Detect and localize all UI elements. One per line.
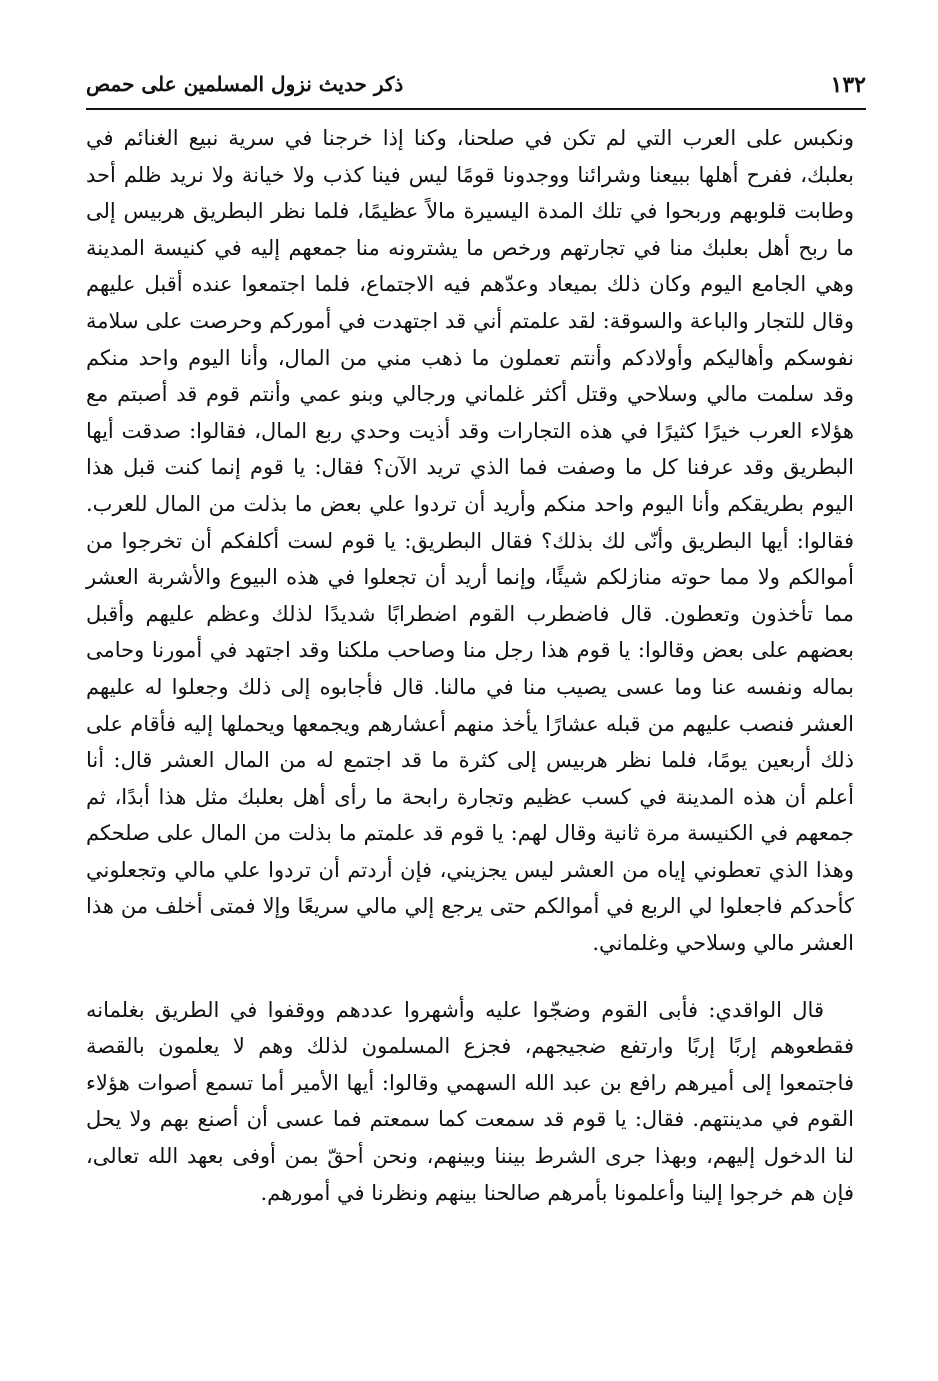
running-title: ذكر حديث نزول المسلمين على حمص [86, 72, 404, 96]
paragraph: ونكبس على العرب التي لم تكن في صلحنا، وكنا إذا خرجنا في سرية نبيع الغنائم في بعلبك، ففرح أهلها ببيعنا وشرائنا ووجدونا قومًا ليس فينا كذب ولا خيانة ولا نريد ظلم أحد وطابت قلوبهم وربحوا في تلك المدة اليسيرة مالاً عظيمًا، فلما نظر البطريق هربيس إلى ما ربح أهل بعلبك منا في تجارتهم ورخص ما يشترونه منا جمعهم إليه في كنيسة المدينة وهي الجامع اليوم وكان ذلك بميعاد وعدّهم فيه الاجتماع، فلما اجتمعوا عنده أقبل عليهم وقال للتجار والباعة والسوقة: لقد علمتم أني قد اجتهدت في أموركم وحرصت على سلامة نفوسكم وأهاليكم وأولادكم وأنتم تعملون ما ذهب مني من المال، وأنا اليوم واحد منكم وقد سلمت مالي وسلاحي وقتل أكثر غلماني ورجالي وبنو عمي وأنتم قوم قد أصبتم مع هؤلاء العرب خيرًا كثيرًا في هذه التجارات وقد أذيت وحدي ربع المال، فقالوا: صدقت أيها البطريق وقد عرفنا كل ما وصفت فما الذي تريد الآن؟ فقال: يا قوم إنما كنت قبل هذا اليوم بطريقكم وأنا اليوم واحد منكم وأريد أن تردوا علي بعض ما بذلت من المال للعرب. فقالوا: أيها البطريق وأنّى لك بذلك؟ فقال البطريق: يا قوم لست أكلفكم أن تخرجوا من أموالكم ولا مما حوته منازلكم شيئًا، وإنما أريد أن تجعلوا في هذه البيوع والأشربة العشر مما تأخذون وتعطون. قال فاضطرب القوم اضطرابًا شديدًا لذلك وعظم عليهم وأقبل بعضهم على بعض وقالوا: يا قوم هذا رجل منا وصاحب ملكنا وقد اجتهد في أمورنا وحامى بماله ونفسه عنا وما عسى يصيب منا في مالنا. قال فأجابوه إلى ذلك وجعلوا له عليهم العشر فنصب عليهم من قبله عشارًا يأخذ منهم أعشارهم ويجمعها ويحملها إليه فأقام على ذلك أربعين يومًا، فلما نظر هربيس إلى كثرة ما قد اجتمع له من المال العشر قال: أنا أعلم أن هذه المدينة في كسب عظيم وتجارة رابحة ما رأى أهل بعلبك مثل هذا أبدًا، ثم جمعهم في الكنيسة مرة ثانية وقال لهم: يا قوم قد علمتم ما بذلت من المال على صلحكم وهذا الذي تعطوني إياه من العشر ليس يجزيني، فإن أردتم أن تردوا علي مالي وتجعلوني كأحدكم فاجعلوا لي الربع في أموالكم حتى يرجع إلي مالي سريعًا وإلا فمتى أخلف من هذا العشر مالي وسلاحي وغلماني. [86, 126, 854, 956]
body-text [86, 120, 854, 1211]
page-number: ١٣٢ [830, 72, 866, 98]
header-divider [86, 108, 866, 110]
paragraph: قال الواقدي: فأبى القوم وضجّوا عليه وأشهروا عددهم ووقفوا في الطريق بغلمانه فقطعوهم إربًا إربًا وارتفع ضجيجهم، فجزع المسلمون لذلك وهم لا يعلمون بالقصة فاجتمعوا إلى أميرهم رافع بن عبد الله السهمي وقالوا: أيها الأمير أما تسمع أصوات هؤلاء القوم في مدينتهم. فقال: يا قوم قد سمعت كما سمعتم فما عسى أن أصنع بهم ولا يحل لنا الدخول إليهم، وبهذا جرى الشرط بيننا وبينهم، ونحن أحقّ بمن أوفى بعهد الله تعالى، فإن هم خرجوا إلينا وأعلمونا بأمرهم صالحنا بينهم ونظرنا في أمورهم. [86, 997, 854, 1205]
page-header [86, 64, 866, 108]
